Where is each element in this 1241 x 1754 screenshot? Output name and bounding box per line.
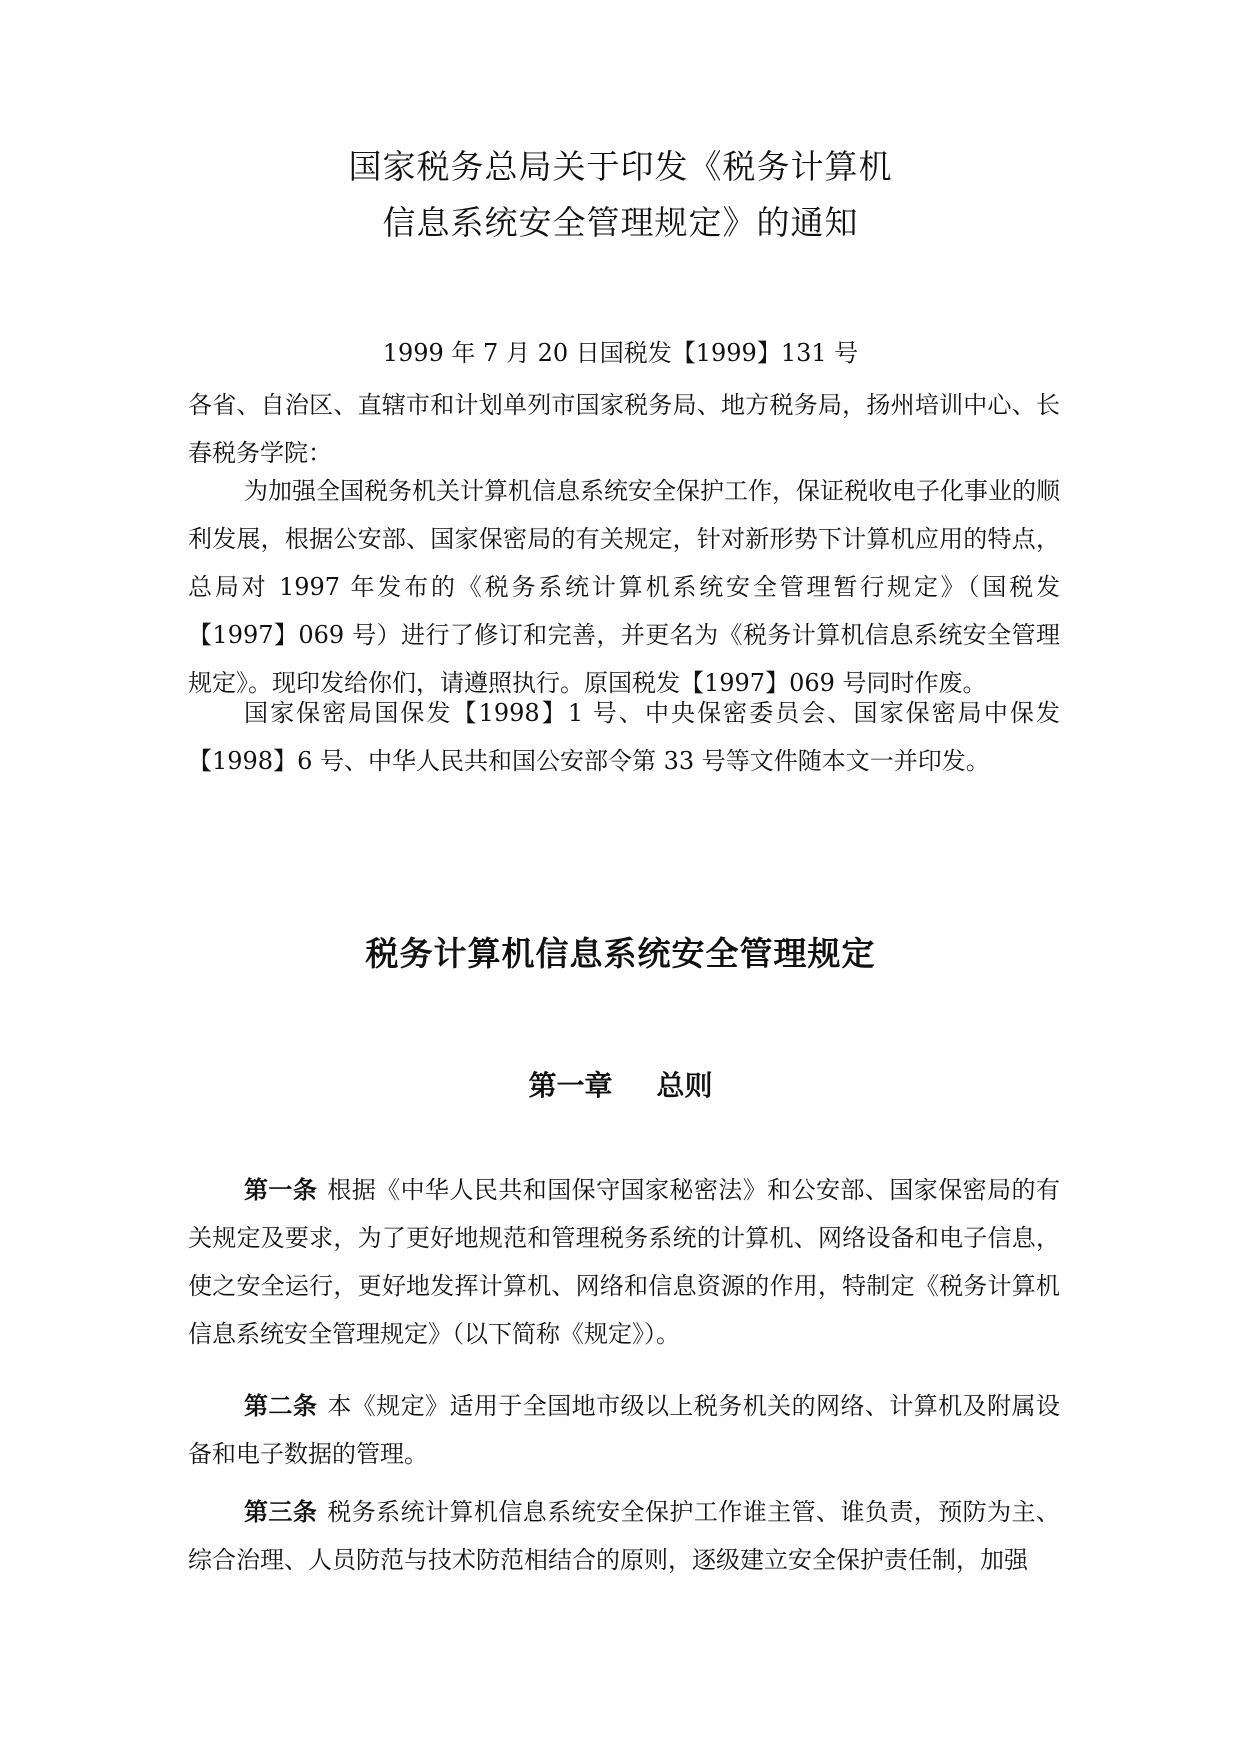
notice-title-line-1: 国家税务总局关于印发《税务计算机 — [348, 147, 893, 186]
article-text: 根据《中华人民共和国保守国家秘密法》和公安部、国家保密局的有关规定及要求，为了更好地规范和管理税务系统的计算机、网络设备和电子信息，使之安全运行，更好地发挥计算机、网络和信息资源的作用，特制定《税务计算机信息系统安全管理规定》（以下简称《规定》）。 — [188, 1176, 1060, 1348]
chapter-number: 第一章 — [528, 1069, 613, 1102]
document-number: 1999 年 7 月 20 日国税发【1999】131 号 — [382, 339, 859, 367]
article-2 — [188, 1382, 1060, 1478]
article-3 — [188, 1488, 1060, 1584]
body-paragraph-1: 为加强全国税务机关计算机信息系统安全保护工作，保证税收电子化事业的顺利发展，根据公安部、国家保密局的有关规定，针对新形势下计算机应用的特点，总局对 1997 年发布的《税务系统计算机系统安全管理暂行规定》（国税发【1997】069 号）进行了修订和完善，并更名为《税务计算机信息系统安全管理规定》。现印发给你们，请遵照执行。原国税发【1997】069 号同时作废。 — [188, 477, 1060, 697]
article-label: 第二条 — [244, 1391, 318, 1420]
article-text: 税务系统计算机信息系统安全保护工作谁主管、谁负责，预防为主、综合治理、人员防范与技术防范相结合的原则，逐级建立安全保护责任制，加强 — [188, 1498, 1060, 1574]
body-paragraph-2: 国家保密局国保发【1998】1 号、中央保密委员会、国家保密局中保发【1998】6 号、中华人民共和国公安部令第 33 号等文件随本文一并印发。 — [188, 699, 1060, 775]
article-1 — [188, 1166, 1060, 1358]
article-label: 第三条 — [244, 1497, 318, 1526]
article-text: 本《规定》适用于全国地市级以上税务机关的网络、计算机及附属设备和电子数据的管理。 — [188, 1392, 1060, 1468]
notice-title-line-2: 信息系统安全管理规定》的通知 — [382, 203, 859, 242]
addressee: 各省、自治区、直辖市和计划单列市国家税务局、地方税务局，扬州培训中心、长春税务学院： — [188, 391, 1060, 467]
chapter-heading — [0, 1066, 1241, 1106]
regulation-title: 税务计算机信息系统安全管理规定 — [365, 934, 876, 973]
chapter-name: 总则 — [656, 1069, 713, 1102]
article-label: 第一条 — [244, 1175, 318, 1204]
